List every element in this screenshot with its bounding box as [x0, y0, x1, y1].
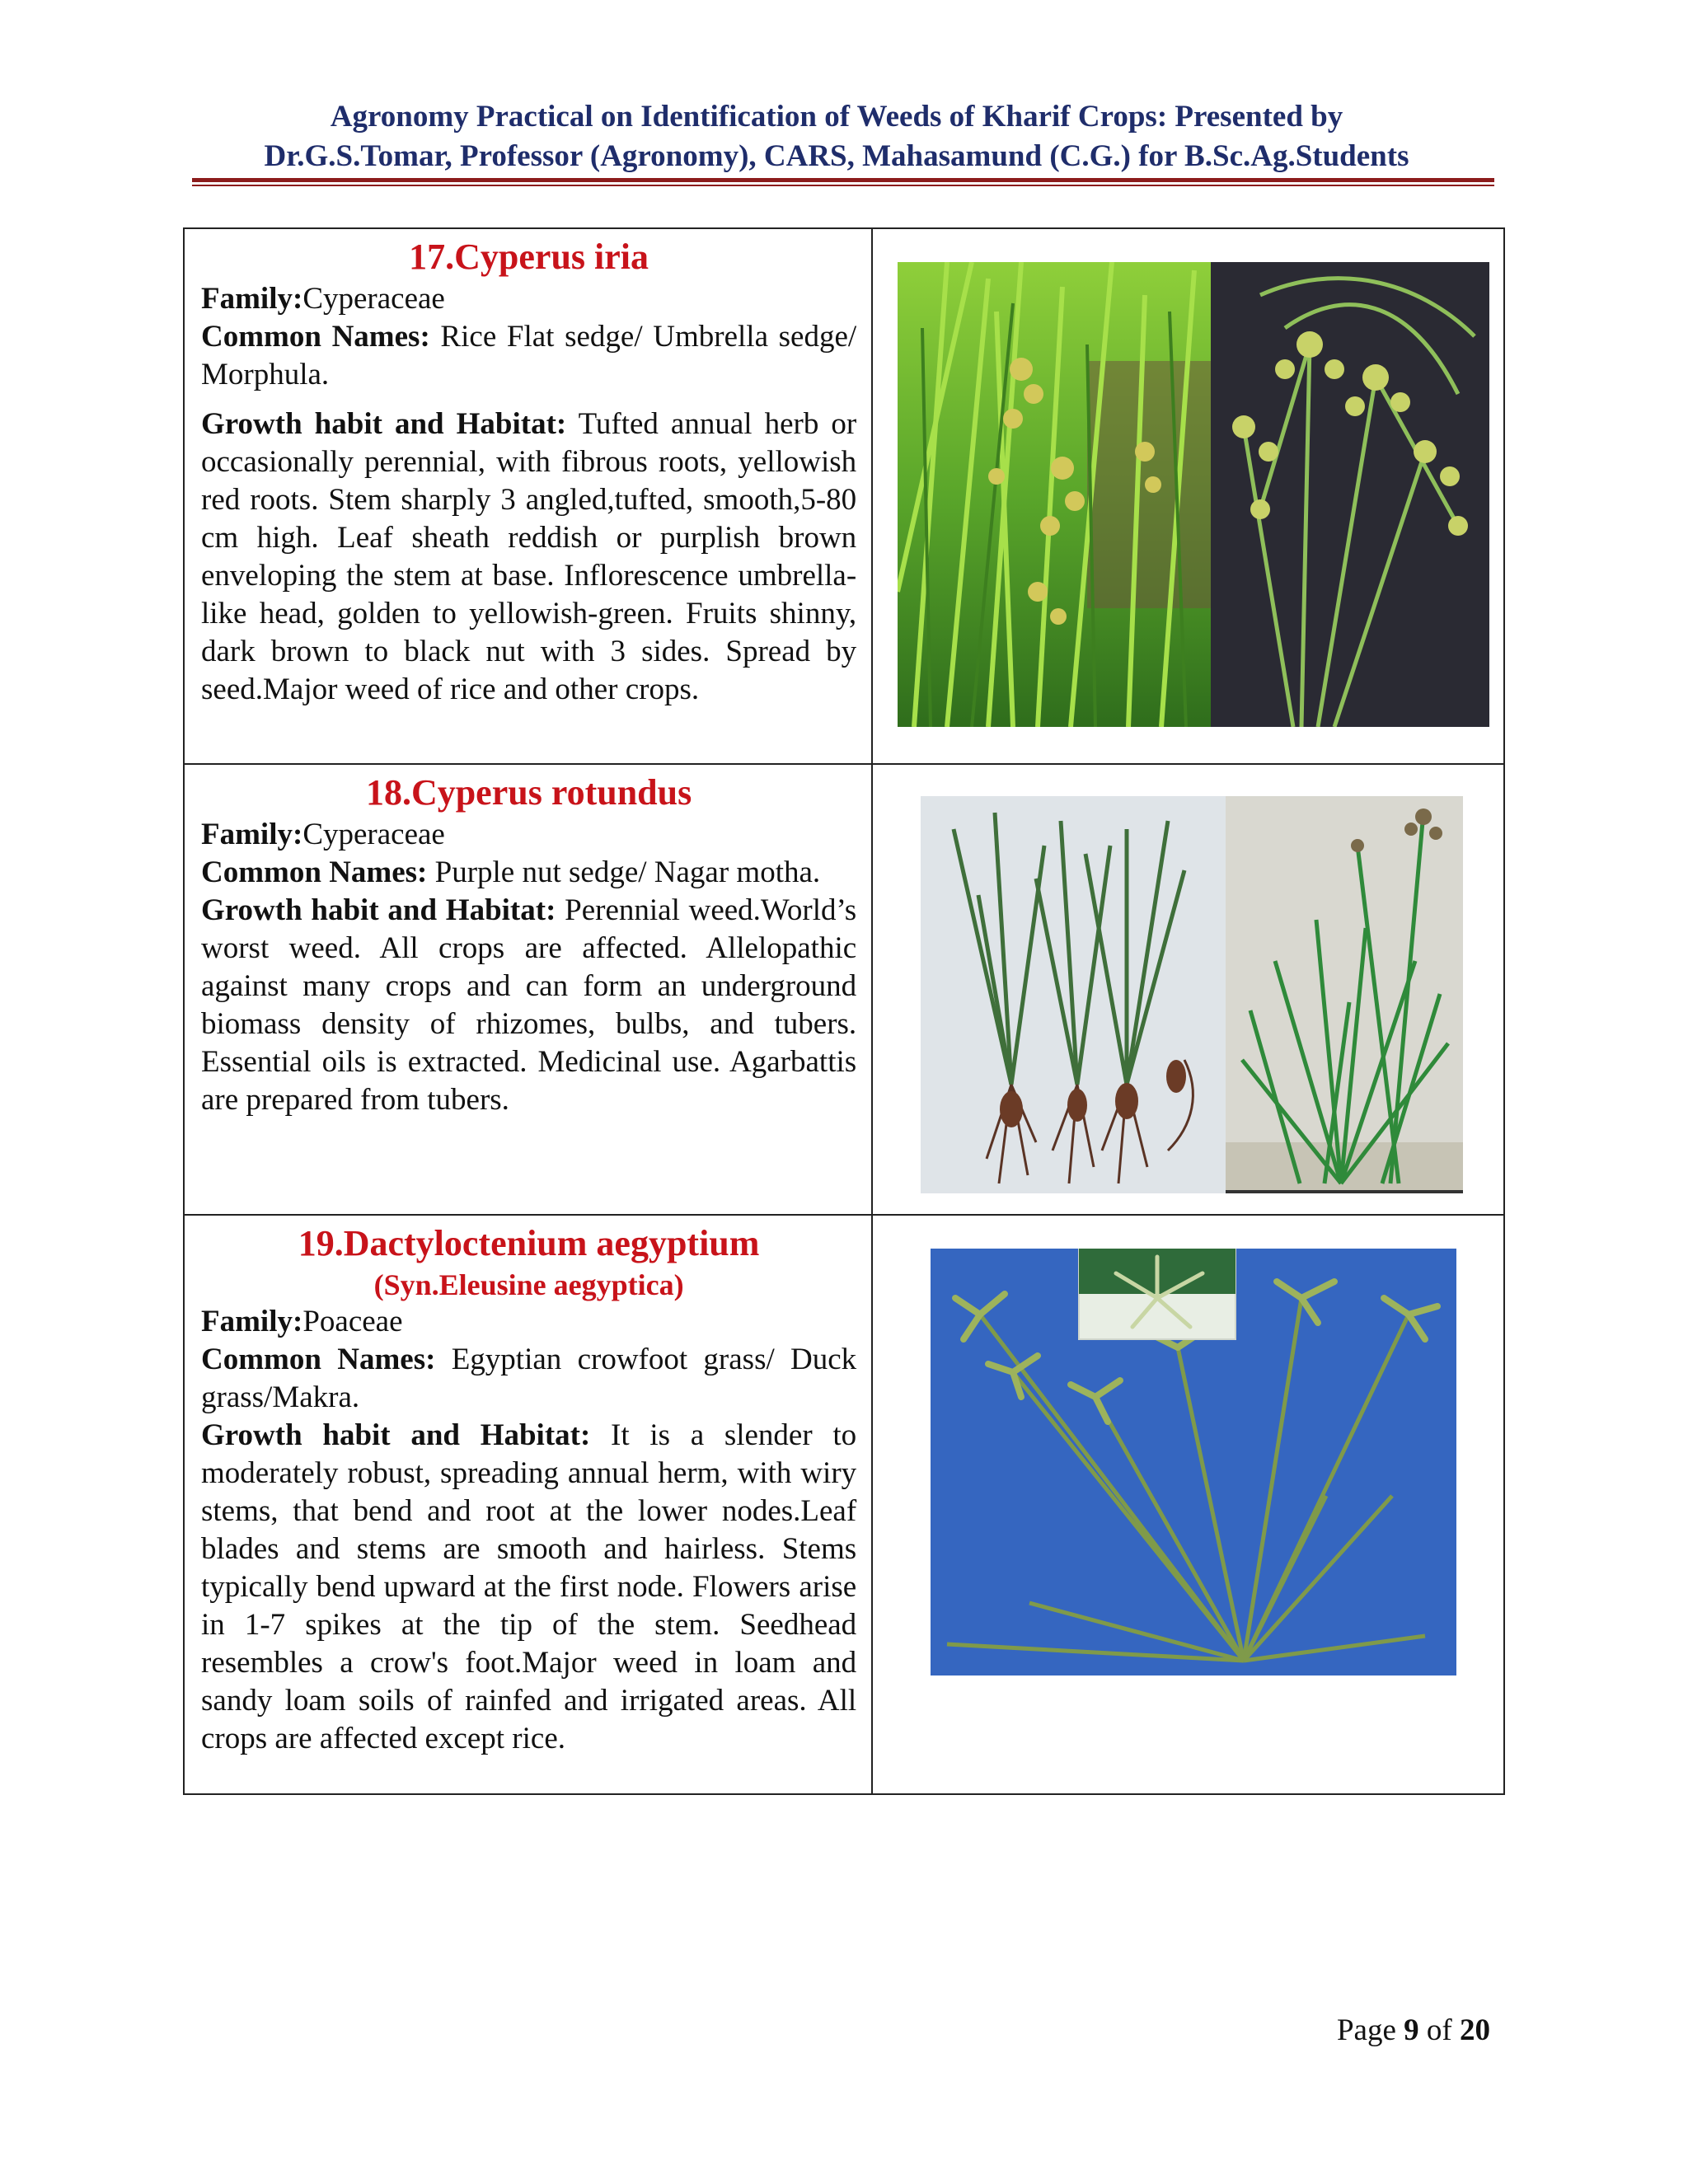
weed-row-19 — [184, 1215, 1504, 1794]
habit-line — [201, 405, 856, 709]
family-line — [201, 816, 856, 854]
weed-synonym: (Syn.Eleusine aegyptica) — [373, 1268, 684, 1301]
habit-value: It is a slender to moderately robust, spreading annual herm, with wiry stems, that bend and root at the lower nodes.Leaf blades and stems are smooth and hairless. Stems typically bend upward at the first node. Flowers arise in 1-7 spikes at the tip of the stem. Seedhead resembles a crow's foot.Major weed in loam and sandy loam soils of rainfed and irrigated areas. All crops are affected except rice. — [201, 1418, 857, 1755]
page-word: Page — [1336, 2013, 1404, 2047]
family-label: Family: — [201, 1305, 303, 1338]
weed-description-cell — [184, 1215, 872, 1794]
cyperus-rotundus-tubers-photo — [921, 796, 1226, 1193]
common-names-line — [201, 854, 856, 892]
family-value: Poaceae — [302, 1305, 403, 1338]
habit-label: Growth habit and Habitat: — [201, 1418, 591, 1452]
cyperus-iria-field-photo — [898, 262, 1211, 727]
weed-name: 18.Cyperus rotundus — [365, 772, 692, 813]
habit-value: Tufted annual herb or occasionally perennial, with fibrous roots, yellowish red roots. Stem sharply 3 angled,tufted, smooth,5-80 cm high. Leaf sheath reddish or purplish brown enveloping the stem at base. Inflorescence umbrella-like head, golden to yellowish-green. Fruits shinny, dark brown to black nut with 3 sides. Spread by seed.Major weed of rice and other crops. — [201, 407, 857, 706]
page-number — [1337, 2013, 1490, 2048]
header-line-1: Agronomy Practical on Identification of Weeds of Kharif Crops: Presented by — [330, 100, 1343, 134]
family-value: Cyperaceae — [302, 818, 445, 851]
weed-photo-cell — [872, 1215, 1504, 1794]
weed-photo-cell — [872, 228, 1504, 764]
family-line — [201, 1303, 856, 1341]
cyperus-rotundus-field-photo — [1226, 796, 1463, 1193]
weed-description-cell — [184, 764, 872, 1215]
weed-description-cell — [184, 228, 872, 764]
habit-line — [201, 892, 856, 1119]
family-label: Family: — [201, 282, 303, 316]
weeds-table — [183, 227, 1505, 1795]
habit-line — [201, 1417, 856, 1758]
header-rule-thick — [192, 178, 1494, 182]
weed-name: 19.Dactyloctenium aegyptium — [298, 1223, 760, 1263]
document-header — [177, 97, 1496, 176]
weed-row-18 — [184, 764, 1504, 1215]
weed-photo-cell — [872, 764, 1504, 1215]
family-value: Cyperaceae — [302, 282, 445, 316]
common-names-value: Purple nut sedge/ Nagar motha. — [427, 855, 821, 889]
page-total: 20 — [1460, 2013, 1490, 2047]
weed-name: 17.Cyperus iria — [409, 237, 649, 277]
common-names-label: Common Names: — [201, 855, 428, 889]
weed-row-17 — [184, 228, 1504, 764]
common-names-label: Common Names: — [201, 320, 430, 354]
habit-value: Perennial weed.World’s worst weed. All crops are affected. Allelopathic against many crops and can form an underground biomass density of rhizomes, bulbs, and tubers. Essential oils is extracted. Medicinal use. Agarbattis are prepared from tubers. — [201, 893, 857, 1117]
common-names-label: Common Names: — [201, 1343, 436, 1376]
common-names-value: Rice Flat sedge/ Umbrella sedge/ Morphula. — [201, 320, 857, 391]
common-names-line — [201, 1341, 856, 1417]
of-word: of — [1418, 2013, 1460, 2047]
dactyloctenium-specimen-photo — [931, 1249, 1456, 1675]
page-current: 9 — [1404, 2013, 1419, 2047]
header-line-2: Dr.G.S.Tomar, Professor (Agronomy), CARS, Mahasamund (C.G.) for B.Sc.Ag.Students — [264, 139, 1409, 173]
habit-label: Growth habit and Habitat: — [201, 893, 556, 927]
family-line — [201, 280, 856, 318]
common-names-value: Egyptian crowfoot grass/ Duck grass/Makra. — [201, 1343, 857, 1414]
family-label: Family: — [201, 818, 303, 851]
common-names-line — [201, 318, 856, 394]
cyperus-iria-specimen-photo — [1211, 262, 1489, 727]
header-rule-thin — [192, 185, 1494, 186]
habit-label: Growth habit and Habitat: — [201, 407, 567, 441]
